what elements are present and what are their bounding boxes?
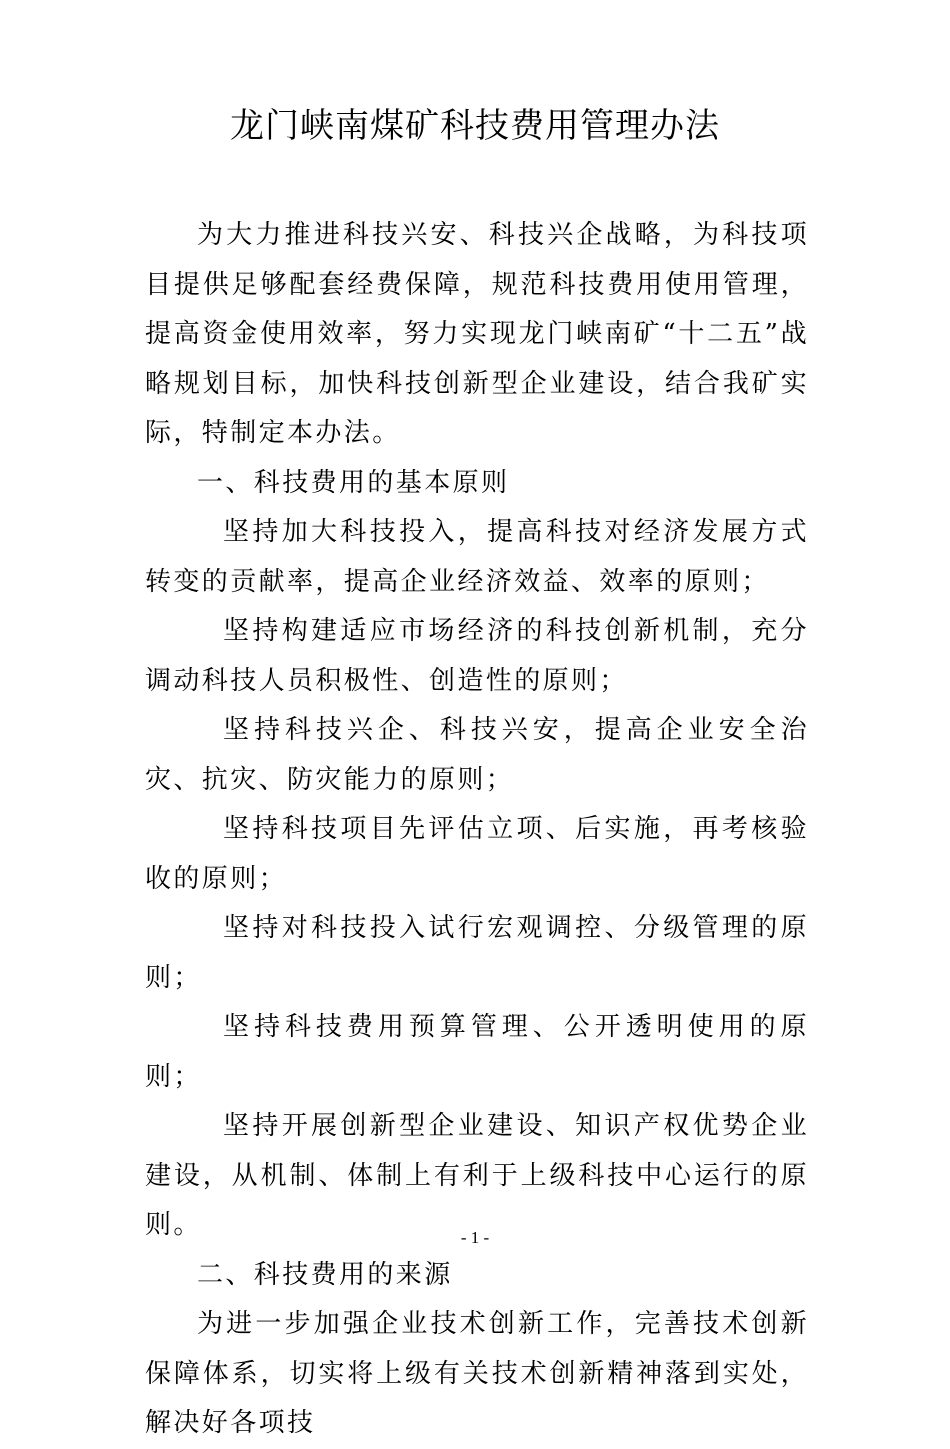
document-title: 龙门峡南煤矿科技费用管理办法 (230, 106, 720, 146)
principle-item: 坚持科技兴企、科技兴安，提高企业安全治灾、抗灾、防灾能力的原则； (145, 715, 809, 795)
principle-item: 坚持对科技投入试行宏观调控、分级管理的原则； (145, 913, 809, 993)
paragraph-intro: 为大力推进科技兴安、科技兴企战略，为科技项目提供足够配套经费保障，规范科技费用使用管理，提高资金使用效率，努力实现龙门峡南矿“十二五”战略规划目标，加快科技创新型企业建设，结合我矿实际，特制定本办法。 (145, 220, 809, 448)
paragraph-funding-source: 为进一步加强企业技术创新工作，完善技术创新保障体系，切实将上级有关技术创新精神落到实处，解决好各项技 (145, 1309, 809, 1438)
section-heading-1: 一、科技费用的基本原则 (197, 467, 510, 498)
principle-item: 坚持构建适应市场经济的科技创新机制，充分调动科技人员积极性、创造性的原则； (145, 616, 809, 696)
section-heading-2: 二、科技费用的来源 (197, 1259, 453, 1290)
page-number: - 1 - (460, 1228, 490, 1247)
document-body (145, 211, 809, 1449)
principle-item: 坚持科技项目先评估立项、后实施，再考核验收的原则； (145, 814, 809, 894)
principle-item: 坚持加大科技投入，提高科技对经济发展方式转变的贡献率，提高企业经济效益、效率的原则； (145, 517, 809, 597)
principle-item: 坚持科技费用预算管理、公开透明使用的原则； (145, 1012, 809, 1092)
principle-item: 坚持开展创新型企业建设、知识产权优势企业建设，从机制、体制上有利于上级科技中心运行的原则。 (145, 1111, 809, 1240)
